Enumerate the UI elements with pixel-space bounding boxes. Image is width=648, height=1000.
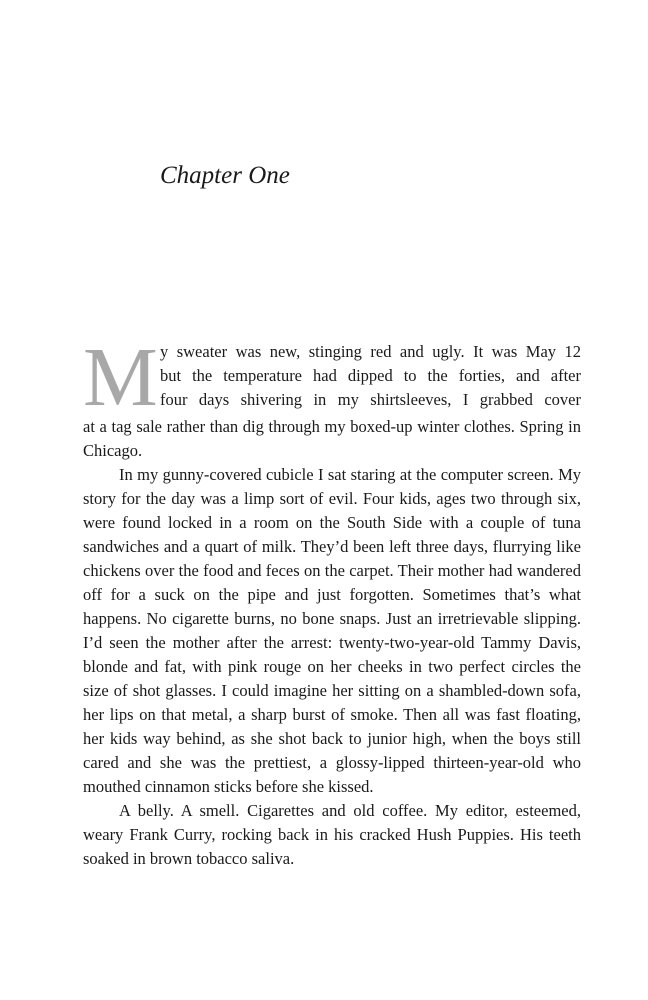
opening-line-2: but the temperature had dipped to the forties, and after (160, 366, 581, 385)
opening-line-3: four days shivering in my shirtsleeves, I grabbed cover (160, 390, 581, 409)
paragraph: A belly. A smell. Cigarettes and old coffee. My editor, esteemed, weary Frank Curry, rocking back in his cracked Hush Puppies. His teeth soaked in brown tobacco saliva. (83, 801, 581, 868)
drop-cap: M (83, 331, 158, 424)
chapter-title: Chapter One (160, 162, 290, 189)
opening-line-1: y sweater was new, stinging red and ugly. It was May 12 (160, 342, 581, 361)
opening-paragraph-continuation: at a tag sale rather than dig through my boxed-up winter clothes. Spring in Chicago. (83, 417, 581, 460)
body-text (83, 415, 581, 871)
paragraph: In my gunny-covered cubicle I sat staring at the computer screen. My story for the day was a limp sort of evil. Four kids, ages two through six, were found locked in a room on the South Side with a couple of tuna sandwiches and a quart of milk. They’d been left three days, flurrying like chickens over the food and feces on the carpet. Their mother had wandered off for a suck on the pipe and just forgotten. Sometimes that’s what happens. No cigarette burns, no bone snaps. Just an irretrievable slipping. I’d seen the mother after the arrest: twenty-two-year-old Tammy Davis, blonde and fat, with pink rouge on her cheeks in two perfect circles the size of shot glasses. I could imagine her sitting on a shambled-down sofa, her lips on that metal, a sharp burst of smoke. Then all was fast floating, her kids way behind, as she shot back to junior high, when the boys still cared and she was the prettiest, a glossy-lipped thirteen-year-old who mouthed cinnamon sticks before she kissed. (83, 465, 581, 796)
